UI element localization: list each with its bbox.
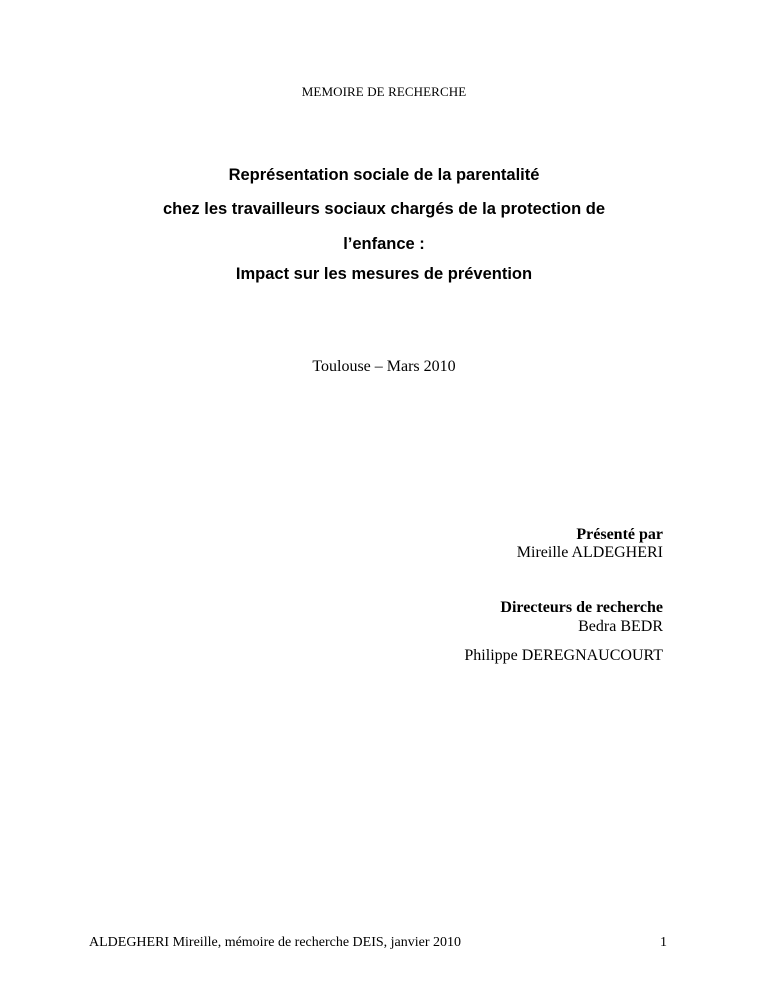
place-date: Toulouse – Mars 2010 [312,358,456,375]
page-number: 1 [660,935,667,950]
title-line-1: Représentation sociale de la parentalité [228,166,540,184]
research-director-2: Philippe DEREGNAUCOURT [464,647,663,664]
title-line-4: Impact sur les mesures de prévention [235,265,533,283]
research-director-1: Bedra BEDR [578,618,663,635]
document-type-label: MEMOIRE DE RECHERCHE [301,84,467,99]
author-name: Mireille ALDEGHERI [516,544,663,561]
title-line-3: l’enfance : [343,235,425,253]
research-directors-label: Directeurs de recherche [500,599,663,616]
presented-by-label: Présenté par [576,526,663,543]
title-line-2: chez les travailleurs sociaux chargés de la protection de [162,200,605,218]
page-footer: ALDEGHERI Mireille, mémoire de recherche DEIS, janvier 2010 [89,935,462,950]
